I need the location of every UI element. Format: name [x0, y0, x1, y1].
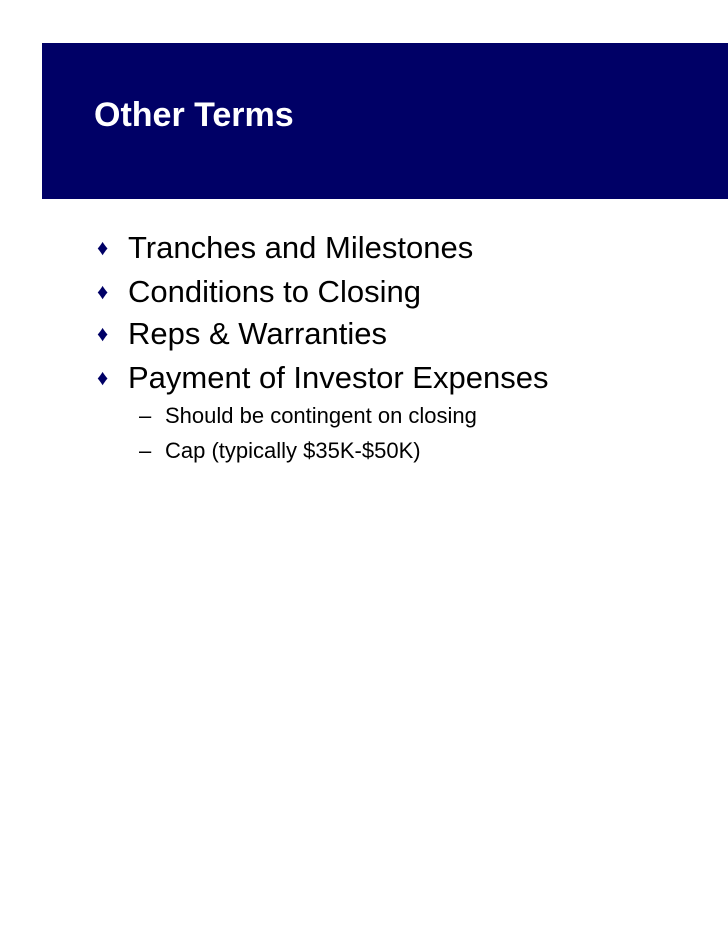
bullet-text: Payment of Investor Expenses — [128, 360, 549, 395]
sub-bullet-text: Should be contingent on closing — [165, 403, 477, 428]
diamond-bullet-icon: ♦ — [97, 279, 109, 304]
bullet-text: Tranches and Milestones — [128, 230, 474, 265]
diamond-bullet-icon: ♦ — [97, 321, 109, 346]
dash-bullet-icon: – — [139, 438, 152, 463]
bullet-text: Conditions to Closing — [128, 274, 421, 309]
diamond-bullet-icon: ♦ — [97, 365, 109, 390]
dash-bullet-icon: – — [139, 403, 152, 428]
slide-title: Other Terms — [94, 96, 294, 134]
sub-bullet-text: Cap (typically $35K-$50K) — [165, 438, 421, 463]
title-band — [42, 43, 728, 199]
bullet-text: Reps & Warranties — [128, 316, 387, 351]
diamond-bullet-icon: ♦ — [97, 235, 109, 260]
